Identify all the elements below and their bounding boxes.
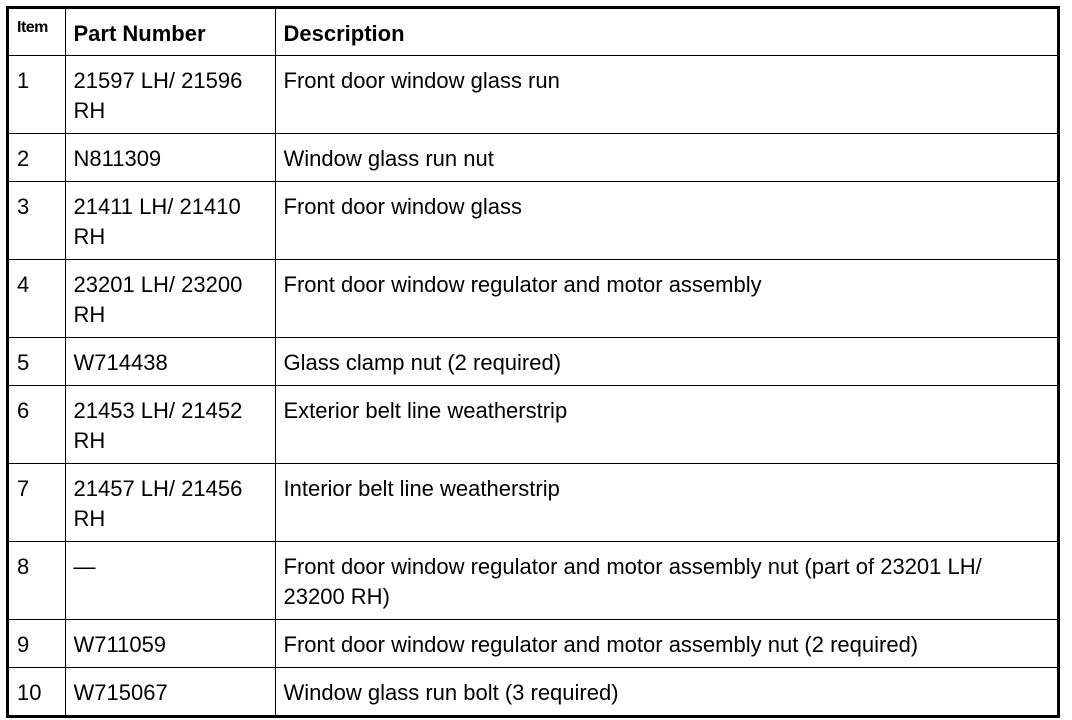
- item-cell: 2: [9, 133, 65, 181]
- item-cell: 8: [9, 541, 65, 619]
- table-row: [9, 133, 1057, 181]
- item-cell: 4: [9, 259, 65, 337]
- item-cell: 1: [9, 55, 65, 133]
- item-cell: 3: [9, 181, 65, 259]
- column-header-item: Item: [9, 9, 65, 55]
- part-number-cell: W711059: [65, 619, 275, 667]
- table-row: [9, 463, 1057, 541]
- part-number-cell: 21457 LH/ 21456 RH: [65, 463, 275, 541]
- table-header-row: [9, 9, 1057, 55]
- description-cell: Window glass run nut: [275, 133, 1057, 181]
- item-cell: 5: [9, 337, 65, 385]
- description-cell: Front door window regulator and motor assembly: [275, 259, 1057, 337]
- parts-table-frame: [6, 6, 1060, 718]
- part-number-cell: 23201 LH/ 23200 RH: [65, 259, 275, 337]
- part-number-cell: 21597 LH/ 21596 RH: [65, 55, 275, 133]
- item-cell: 10: [9, 667, 65, 715]
- column-header-part-number: Part Number: [65, 9, 275, 55]
- table-row: [9, 337, 1057, 385]
- description-cell: Interior belt line weatherstrip: [275, 463, 1057, 541]
- part-number-cell: W715067: [65, 667, 275, 715]
- description-cell: Front door window regulator and motor assembly nut (2 required): [275, 619, 1057, 667]
- column-header-description: Description: [275, 9, 1057, 55]
- part-number-cell: N811309: [65, 133, 275, 181]
- table-row: [9, 541, 1057, 619]
- description-cell: Exterior belt line weatherstrip: [275, 385, 1057, 463]
- description-cell: Front door window regulator and motor assembly nut (part of 23201 LH/ 23200 RH): [275, 541, 1057, 619]
- item-cell: 7: [9, 463, 65, 541]
- table-row: [9, 181, 1057, 259]
- item-cell: 6: [9, 385, 65, 463]
- description-cell: Front door window glass run: [275, 55, 1057, 133]
- item-cell: 9: [9, 619, 65, 667]
- table-row: [9, 55, 1057, 133]
- parts-table: [9, 9, 1057, 715]
- table-row: [9, 619, 1057, 667]
- table-row: [9, 259, 1057, 337]
- part-number-cell: 21453 LH/ 21452 RH: [65, 385, 275, 463]
- part-number-cell: W714438: [65, 337, 275, 385]
- table-row: [9, 667, 1057, 715]
- part-number-cell: 21411 LH/ 21410 RH: [65, 181, 275, 259]
- description-cell: Glass clamp nut (2 required): [275, 337, 1057, 385]
- description-cell: Front door window glass: [275, 181, 1057, 259]
- part-number-cell: —: [65, 541, 275, 619]
- description-cell: Window glass run bolt (3 required): [275, 667, 1057, 715]
- table-row: [9, 385, 1057, 463]
